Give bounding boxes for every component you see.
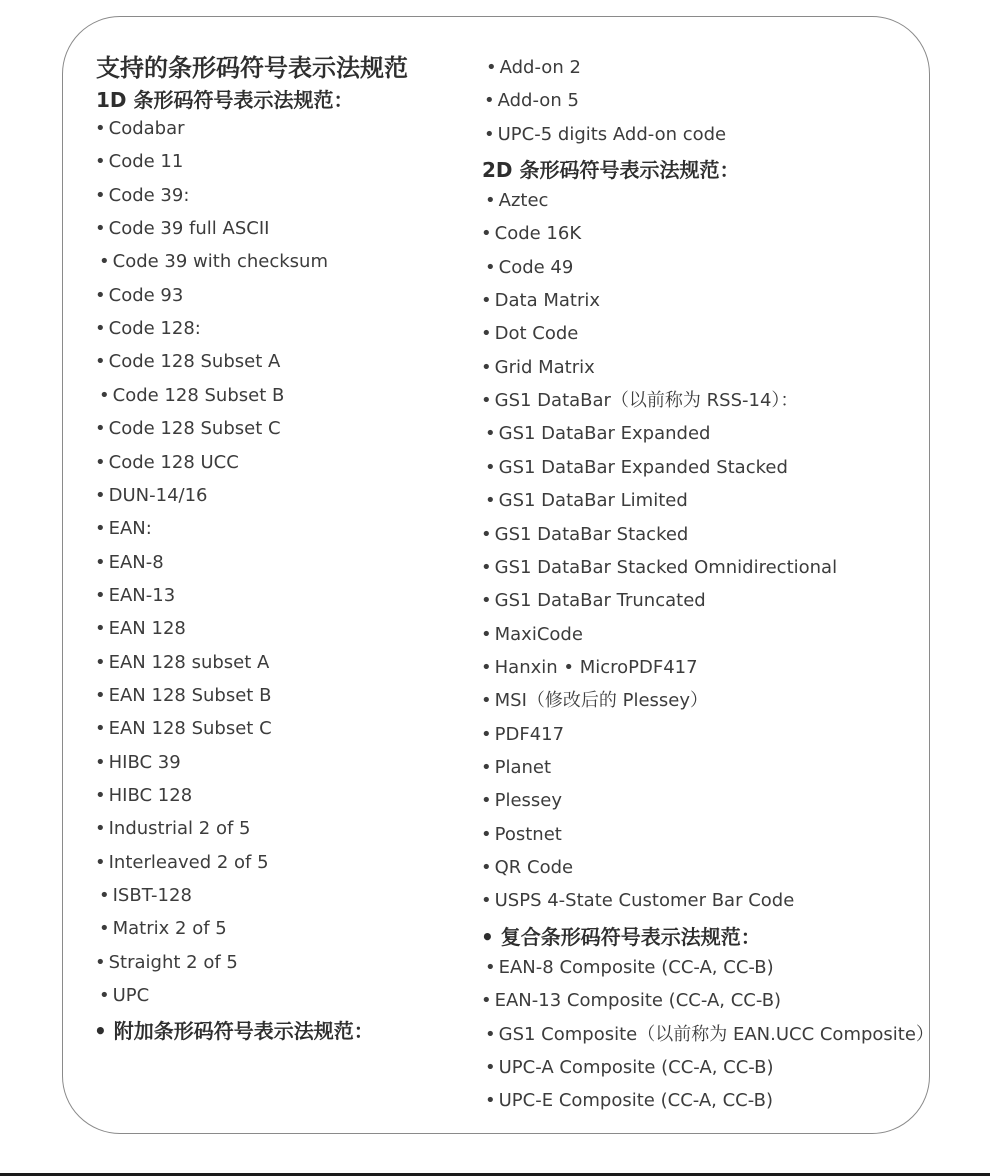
list-item: [481, 392, 798, 410]
list-item: [95, 787, 192, 805]
bullet-icon: •: [481, 390, 492, 412]
bullet-icon: •: [485, 1090, 496, 1112]
bullet-icon: •: [481, 857, 492, 878]
list-item: [95, 551, 164, 573]
list-item: [95, 851, 269, 873]
bullet-icon: •: [95, 951, 106, 973]
list-item-label: Code 128 Subset B: [112, 384, 285, 406]
list-item: [99, 384, 285, 406]
list-item-label: Matrix 2 of 5: [112, 918, 227, 940]
list-item: [481, 623, 583, 645]
bullet-icon: •: [481, 823, 492, 845]
bullet-icon: •: [95, 118, 106, 139]
bullet-icon: •: [95, 751, 106, 773]
list-item: [95, 584, 176, 606]
list-item: [481, 656, 698, 678]
bullet-icon: •: [95, 618, 106, 640]
heading-composite: • 复合条形码符号表示法规范：: [481, 925, 761, 949]
bullet-icon: •: [95, 451, 106, 473]
list-item-label: GS1 DataBar Stacked: [494, 523, 689, 545]
bullet-icon: •: [95, 284, 106, 306]
list-item: [481, 992, 781, 1010]
bullet-icon: •: [99, 251, 110, 273]
list-item-label: Codabar: [108, 118, 185, 139]
list-item-label: GS1 DataBar Stacked Omnidirectional: [494, 556, 838, 578]
list-item-label: UPC-5 digits Add-on code: [497, 123, 727, 145]
list-item-label: GS1 DataBar Limited: [498, 490, 688, 512]
list-item: [95, 120, 185, 138]
list-item: [481, 523, 689, 545]
bullet-icon: •: [485, 1023, 496, 1045]
list-item-label: Data Matrix: [494, 290, 600, 312]
list-item-label: EAN-8: [108, 551, 164, 573]
list-item-label: EAN 128 Subset B: [108, 684, 272, 706]
heading-2d: 2D 条形码符号表示法规范：: [482, 158, 740, 182]
list-item: [95, 684, 272, 706]
list-item: [481, 792, 562, 810]
list-item: [95, 353, 280, 371]
list-item-label: Code 93: [108, 284, 184, 306]
list-item: [99, 920, 227, 938]
list-item-label: Dot Code: [494, 323, 579, 345]
list-item-label: EAN 128 subset A: [108, 651, 270, 673]
bullet-icon: •: [99, 985, 110, 1007]
list-item-label: QR Code: [494, 857, 574, 878]
bullet-icon: •: [486, 57, 497, 78]
list-item-label: EAN-13 Composite (CC-A, CC-B): [494, 990, 782, 1012]
list-item: [481, 892, 794, 910]
list-item: [481, 356, 595, 378]
list-item: [95, 620, 186, 638]
list-item-label: Code 16K: [494, 223, 582, 245]
list-item: [481, 556, 838, 578]
bullet-icon: •: [95, 785, 106, 806]
list-item-label: Code 128 Subset A: [108, 351, 281, 373]
bullet-icon: •: [481, 790, 492, 812]
list-item: [485, 192, 548, 210]
bullet-icon: •: [485, 490, 496, 512]
list-item-label: GS1 DataBar（以前称为 RSS-14）：: [494, 390, 799, 412]
bullet-icon: •: [95, 184, 106, 206]
bullet-icon: •: [481, 290, 492, 312]
list-item: [95, 484, 208, 506]
bullet-icon: •: [481, 656, 492, 678]
list-item: [95, 820, 250, 838]
list-item: [481, 325, 578, 343]
list-item-label: Plessey: [494, 790, 563, 812]
list-item: [481, 692, 708, 710]
bullet-icon: •: [95, 551, 106, 573]
list-item-label: Planet: [494, 756, 552, 778]
list-item-label: EAN:: [108, 518, 152, 540]
bullet-icon: •: [485, 1056, 496, 1078]
bullet-icon: •: [95, 818, 106, 840]
list-item-label: EAN 128: [108, 618, 186, 640]
list-item-label: Aztec: [498, 190, 549, 211]
list-item-label: Add-on 2: [499, 57, 581, 78]
list-item-label: HIBC 39: [108, 751, 181, 773]
bullet-icon: •: [481, 223, 492, 245]
list-item: [481, 859, 573, 877]
list-item-label: EAN-8 Composite (CC-A, CC-B): [498, 957, 774, 978]
bullet-icon: •: [95, 718, 106, 740]
list-item-label: Code 39 full ASCII: [108, 218, 270, 240]
list-item-label: Code 49: [498, 256, 574, 278]
bullet-icon: •: [481, 890, 492, 912]
list-item-label: Code 39:: [108, 184, 190, 206]
list-item: [95, 320, 201, 338]
list-item-label: Interleaved 2 of 5: [108, 851, 269, 873]
list-item: [481, 756, 552, 778]
list-item-label: Code 128:: [108, 318, 201, 340]
list-item-label: PDF417: [494, 723, 565, 745]
list-item-label: UPC-A Composite (CC-A, CC-B): [498, 1056, 774, 1078]
bullet-icon: •: [95, 484, 106, 506]
list-item: [485, 1023, 934, 1045]
bullet-icon: •: [481, 323, 492, 345]
list-item-label: HIBC 128: [108, 785, 193, 806]
list-item: [95, 720, 272, 738]
bullet-icon: •: [481, 723, 492, 745]
heading-1d: 1D 条形码符号表示法规范：: [96, 88, 354, 112]
list-item: [95, 420, 281, 438]
bullet-icon: •: [481, 690, 492, 712]
list-item: [484, 123, 727, 145]
bullet-icon: •: [95, 518, 106, 540]
list-item: [486, 59, 581, 77]
bullet-icon: •: [485, 423, 496, 445]
list-item: [481, 292, 600, 310]
list-item: [99, 253, 328, 271]
list-item-label: DUN-14/16: [108, 484, 208, 506]
list-item: [95, 220, 269, 238]
bullet-icon: •: [95, 684, 106, 706]
bullet-icon: •: [485, 256, 496, 278]
list-item: [485, 425, 710, 443]
list-item-label: MaxiCode: [494, 623, 583, 645]
list-item: [95, 951, 238, 973]
list-item-label: Code 39 with checksum: [112, 251, 328, 273]
bullet-icon: •: [484, 123, 495, 145]
list-item-label: GS1 DataBar Expanded: [498, 423, 711, 445]
list-item-label: Industrial 2 of 5: [108, 818, 251, 840]
bullet-icon: •: [95, 351, 106, 373]
heading-addon: • 附加条形码符号表示法规范：: [94, 1019, 374, 1043]
bullet-icon: •: [484, 90, 495, 112]
list-item-label: Straight 2 of 5: [108, 951, 238, 973]
list-item: [481, 723, 565, 745]
bullet-icon: •: [95, 851, 106, 873]
list-item-label: GS1 DataBar Expanded Stacked: [498, 456, 788, 478]
bullet-icon: •: [95, 584, 106, 606]
list-item: [481, 225, 581, 243]
list-item: [95, 451, 239, 473]
list-item: [95, 184, 190, 206]
bullet-icon: •: [99, 918, 110, 940]
list-item: [485, 456, 788, 478]
list-item: [485, 492, 688, 510]
list-item: [95, 153, 183, 171]
list-item: [485, 1092, 773, 1110]
list-item: [485, 959, 774, 977]
list-item-label: Code 128 UCC: [108, 451, 239, 473]
list-item: [95, 751, 181, 773]
bullet-icon: •: [481, 556, 492, 578]
list-item-label: MSI（修改后的 Plessey）: [494, 690, 709, 712]
page-title: 支持的条形码符号表示法规范: [96, 54, 408, 82]
list-item-label: EAN-13: [108, 584, 176, 606]
list-item: [481, 592, 706, 610]
bullet-icon: •: [481, 990, 492, 1012]
list-item: [95, 284, 184, 306]
list-item-label: UPC: [112, 985, 150, 1007]
list-item: [99, 887, 192, 905]
list-item-label: Code 11: [108, 151, 184, 173]
list-item-label: Code 128 Subset C: [108, 418, 281, 440]
list-item: [484, 92, 579, 110]
list-item-label: Hanxin • MicroPDF417: [494, 656, 698, 678]
bullet-icon: •: [99, 885, 110, 907]
bullet-icon: •: [481, 756, 492, 778]
list-item-label: GS1 DataBar Truncated: [494, 590, 706, 612]
list-item: [481, 823, 562, 845]
list-item-label: USPS 4-State Customer Bar Code: [494, 890, 795, 912]
list-item-label: Grid Matrix: [494, 356, 595, 378]
bullet-icon: •: [99, 384, 110, 406]
list-item: [95, 520, 152, 538]
bullet-icon: •: [485, 456, 496, 478]
bullet-icon: •: [95, 318, 106, 340]
list-item-label: EAN 128 Subset C: [108, 718, 272, 740]
bullet-icon: •: [95, 651, 106, 673]
list-item-label: Postnet: [494, 823, 562, 845]
list-item-label: ISBT-128: [112, 885, 192, 907]
list-item: [95, 651, 270, 673]
list-item-label: GS1 Composite（以前称为 EAN.UCC Composite）: [498, 1023, 934, 1045]
bullet-icon: •: [485, 190, 496, 211]
bullet-icon: •: [95, 418, 106, 440]
bullet-icon: •: [95, 151, 106, 173]
bullet-icon: •: [481, 590, 492, 612]
list-item: [99, 987, 149, 1005]
bullet-icon: •: [481, 523, 492, 545]
list-item: [485, 1056, 774, 1078]
bullet-icon: •: [95, 218, 106, 240]
list-item-label: Add-on 5: [497, 90, 579, 112]
bullet-icon: •: [485, 957, 496, 978]
list-item: [485, 256, 574, 278]
bullet-icon: •: [481, 623, 492, 645]
list-item-label: UPC-E Composite (CC-A, CC-B): [498, 1090, 773, 1112]
bullet-icon: •: [481, 356, 492, 378]
